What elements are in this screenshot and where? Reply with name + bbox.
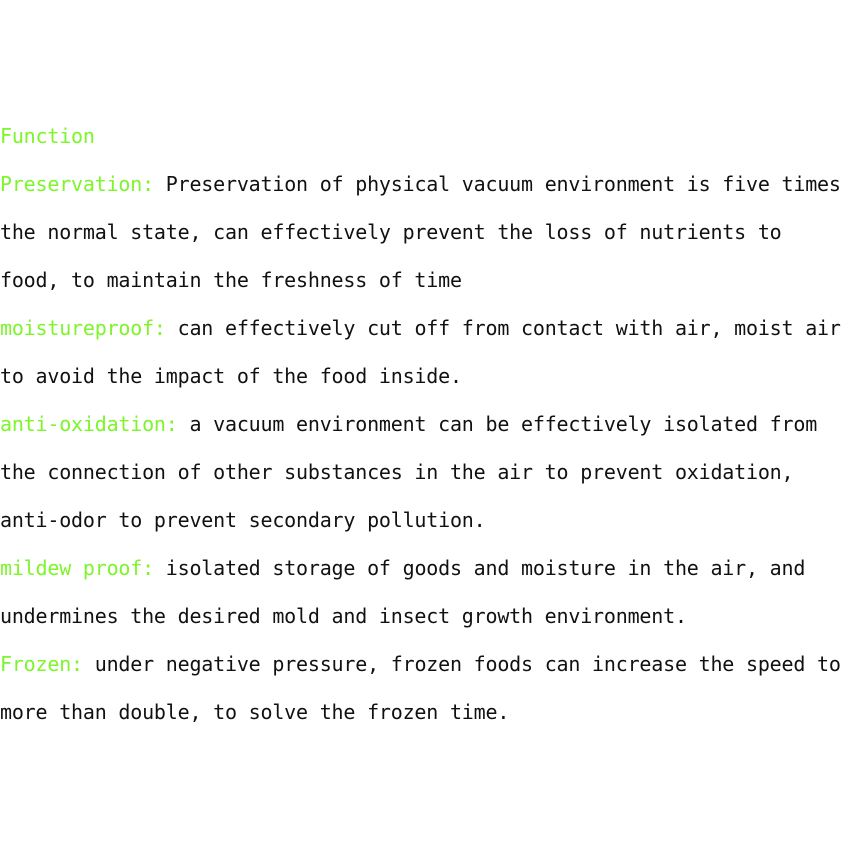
function-term: anti-oxidation:: [0, 412, 178, 436]
function-item-frozen: [0, 640, 850, 736]
function-item-preservation: [0, 160, 850, 304]
function-term: mildew proof:: [0, 556, 154, 580]
function-description: a vacuum environment can be effectively isolated from the connection of other substances in the air to prevent oxidation, anti-odor to prevent secondary pollution.: [0, 412, 818, 532]
function-item-mildew-proof: [0, 544, 850, 640]
function-term: Frozen:: [0, 652, 83, 676]
section-heading: Function: [0, 124, 95, 148]
function-document: [0, 112, 850, 736]
function-description: isolated storage of goods and moisture in the air, and undermines the desired mold and insect growth environment.: [0, 556, 806, 628]
function-item-moistureproof: [0, 304, 850, 400]
function-description: can effectively cut off from contact with air, moist air to avoid the impact of the food inside.: [0, 316, 841, 388]
function-item-anti-oxidation: [0, 400, 850, 544]
function-description: under negative pressure, frozen foods can increase the speed to more than double, to solve the frozen time.: [0, 652, 841, 724]
function-term: Preservation:: [0, 172, 154, 196]
function-term: moistureproof:: [0, 316, 166, 340]
function-description: Preservation of physical vacuum environment is five times the normal state, can effectively prevent the loss of nutrients to food, to maintain the freshness of time: [0, 172, 841, 292]
